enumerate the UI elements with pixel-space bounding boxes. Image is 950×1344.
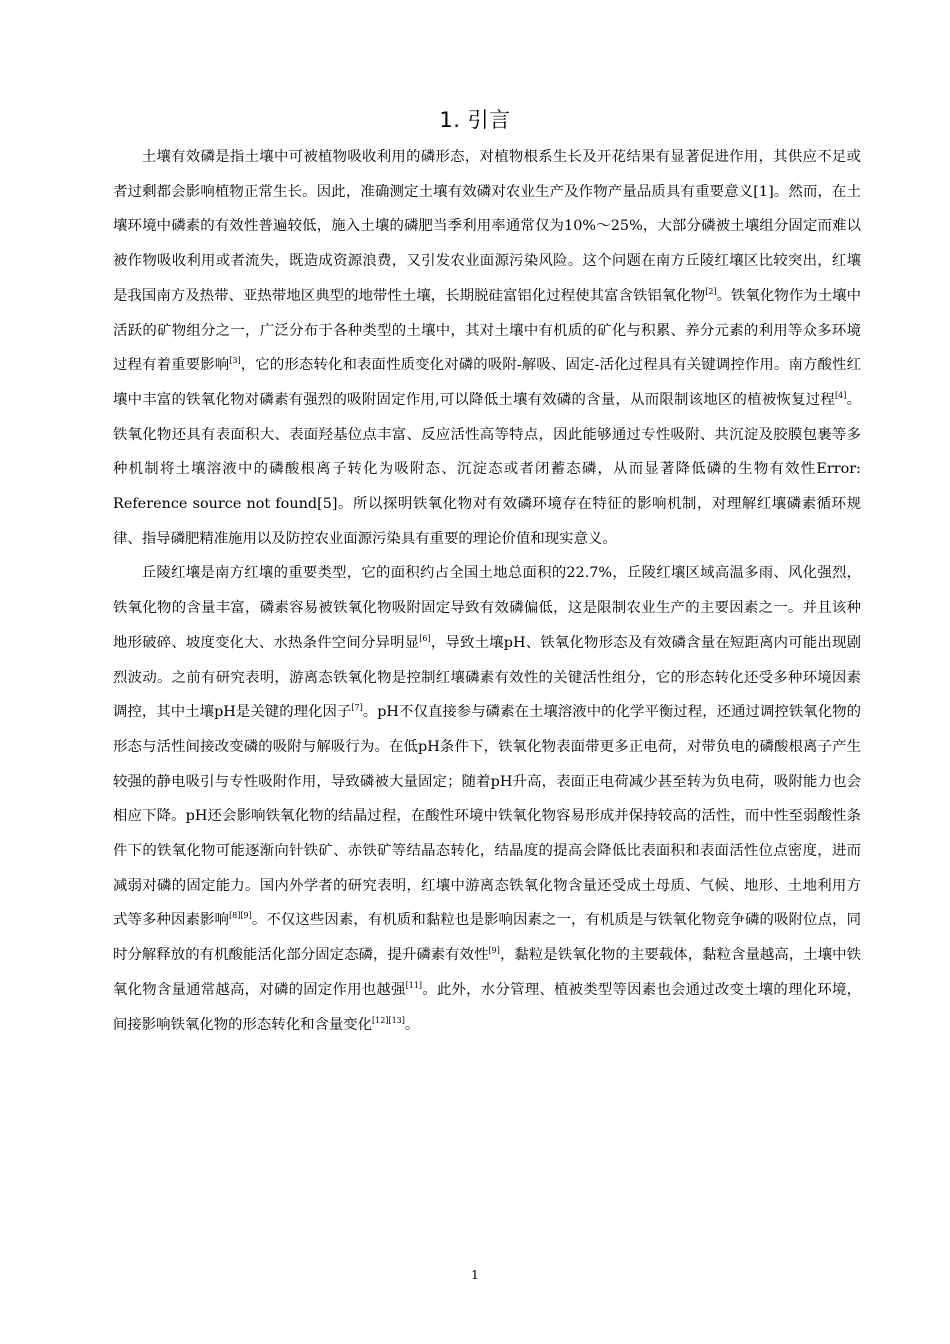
citation: [4]: [835, 390, 847, 400]
citation: [9]: [488, 946, 500, 956]
citation: [3]: [229, 356, 241, 366]
text-run: 。pH不仅直接参与磷素在土壤溶液中的化学平衡过程，还通过调控铁氧化物的形态与活性间接改变磷的吸附与解吸行为。在低pH条件下，铁氧化物表面带更多正电荷，对带负电的磷酸根离子产生较强的静电吸引与专性吸附作用，导致磷被大量固定；随着pH升高，表面正电荷减少甚至转为负电荷，吸附能力也会相应下降。pH还会影响铁氧化物的结晶过程，在酸性环境中铁氧化物容易形成并保持较高的活性，而中性至弱酸性条件下的铁氧化物可能逐渐向针铁矿、赤铁矿等结晶态转化，结晶度的提高会降低比表面积和表面活性位点密度，进而减弱对磷的固定能力。国内外学者的研究表明，红壤中游离态铁氧化物含量还受成土母质、气候、地形、土地利用方式等多种因素影响: [113, 704, 862, 929]
text-run: 。不仅这些因素，有机质和黏粒也是影响因素之一，有机质是与铁氧化物竞争磷的吸附位点，同时分解释放的有机酸能活化部分固定态磷，提升磷素有效性: [113, 912, 861, 964]
text-run: ，导致土壤pH、铁氧化物形态及有效磷含量在短距离内可能出现剧烈波动。之前有研究表明，游离态铁氧化物是控制红壤磷素有效性的关键活性组分，它的形态转化还受多种环境因素调控，其中土壤pH是关键的理化因子: [113, 634, 861, 721]
text-run: ，黏粒是铁氧化物的主要载体，黏粒含量越高，土壤中铁氧化物含量通常越高，对磷的固定作用也越强: [113, 947, 861, 998]
text-run: ，它的形态转化和表面性质变化对磷的吸附-解吸、固定-活化过程具有关键调控作用。南方酸性红壤中丰富的铁氧化物对磷素有强烈的吸附固定作用,可以降低土壤有效磷的含量，从而限制该地区的植被恢复过程: [113, 357, 861, 408]
text-run: 丘陵红壤是南方红壤的重要类型，它的面积约占全国土地总面积的22.7%，丘陵红壤区域高温多雨、风化强烈，铁氧化物的含量丰富，磷素容易被铁氧化物吸附固定导致有效磷偏低，这是限制农业生产的主要因素之一。并且该种地形破碎、坡度变化大、水热条件空间分异明显: [113, 565, 861, 651]
body-text: [113, 140, 861, 1042]
section-title: 1. 引言: [439, 108, 511, 132]
page-number: 1: [471, 1268, 479, 1282]
citation: [2]: [705, 286, 717, 296]
paragraph-1: [113, 140, 861, 556]
text-run: 。铁氧化物作为土壤中活跃的矿物组分之一，广泛分布于各种类型的土壤中，其对土壤中有机质的矿化与积累、养分元素的利用等众多环境过程有着重要影响: [113, 287, 861, 374]
text-run: 土壤有效磷是指土壤中可被植物吸收利用的磷形态，对植物根系生长及开花结果有显著促进作用，其供应不足或者过剩都会影响植物正常生长。因此，准确测定土壤有效磷对农业生产及作物产量品质具有重要意义[1]。然而，在土壤环境中磷素的有效性普遍较低，施入土壤的磷肥当季利用率通常仅为10%～25%，大部分磷被土壤组分固定而难以被作物吸收利用或者流失，既造成资源浪费，又引发农业面源污染风险。这个问题在南方丘陵红壤区比较突出，红壤是我国南方及热带、亚热带地区典型的地带性土壤，长期脱硅富铝化过程使其富含铁铝氧化物: [113, 149, 861, 304]
citation: [8][9]: [229, 911, 252, 921]
citation: [11]: [405, 980, 423, 990]
citation: [7]: [351, 703, 363, 713]
citation: [6]: [419, 633, 431, 643]
paragraph-2: [113, 556, 861, 1042]
text-run: 。此外，水分管理、植被类型等因素也会通过改变土壤的理化环境，间接影响铁氧化物的形态转化和含量变化: [113, 981, 861, 1033]
citation: [12][13]: [372, 1015, 405, 1025]
text-run: 。铁氧化物还具有表面积大、表面羟基位点丰富、反应活性高等特点，因此能够通过专性吸附、共沉淀及胶膜包裹等多种机制将土壤溶液中的磷酸根离子转化为吸附态、沉淀态或者闭蓄态磷，从而显著降低磷的生物有效性Error: Reference source not found[5]。所以探明铁氧化物对有效磷环境存在特征的影响机制，对理解红壤磷素循环规律、指导磷肥精准施用以及防控农业面源污染具有重要的理论价值和现实意义。: [113, 391, 861, 547]
text-run: 。: [404, 1016, 420, 1033]
